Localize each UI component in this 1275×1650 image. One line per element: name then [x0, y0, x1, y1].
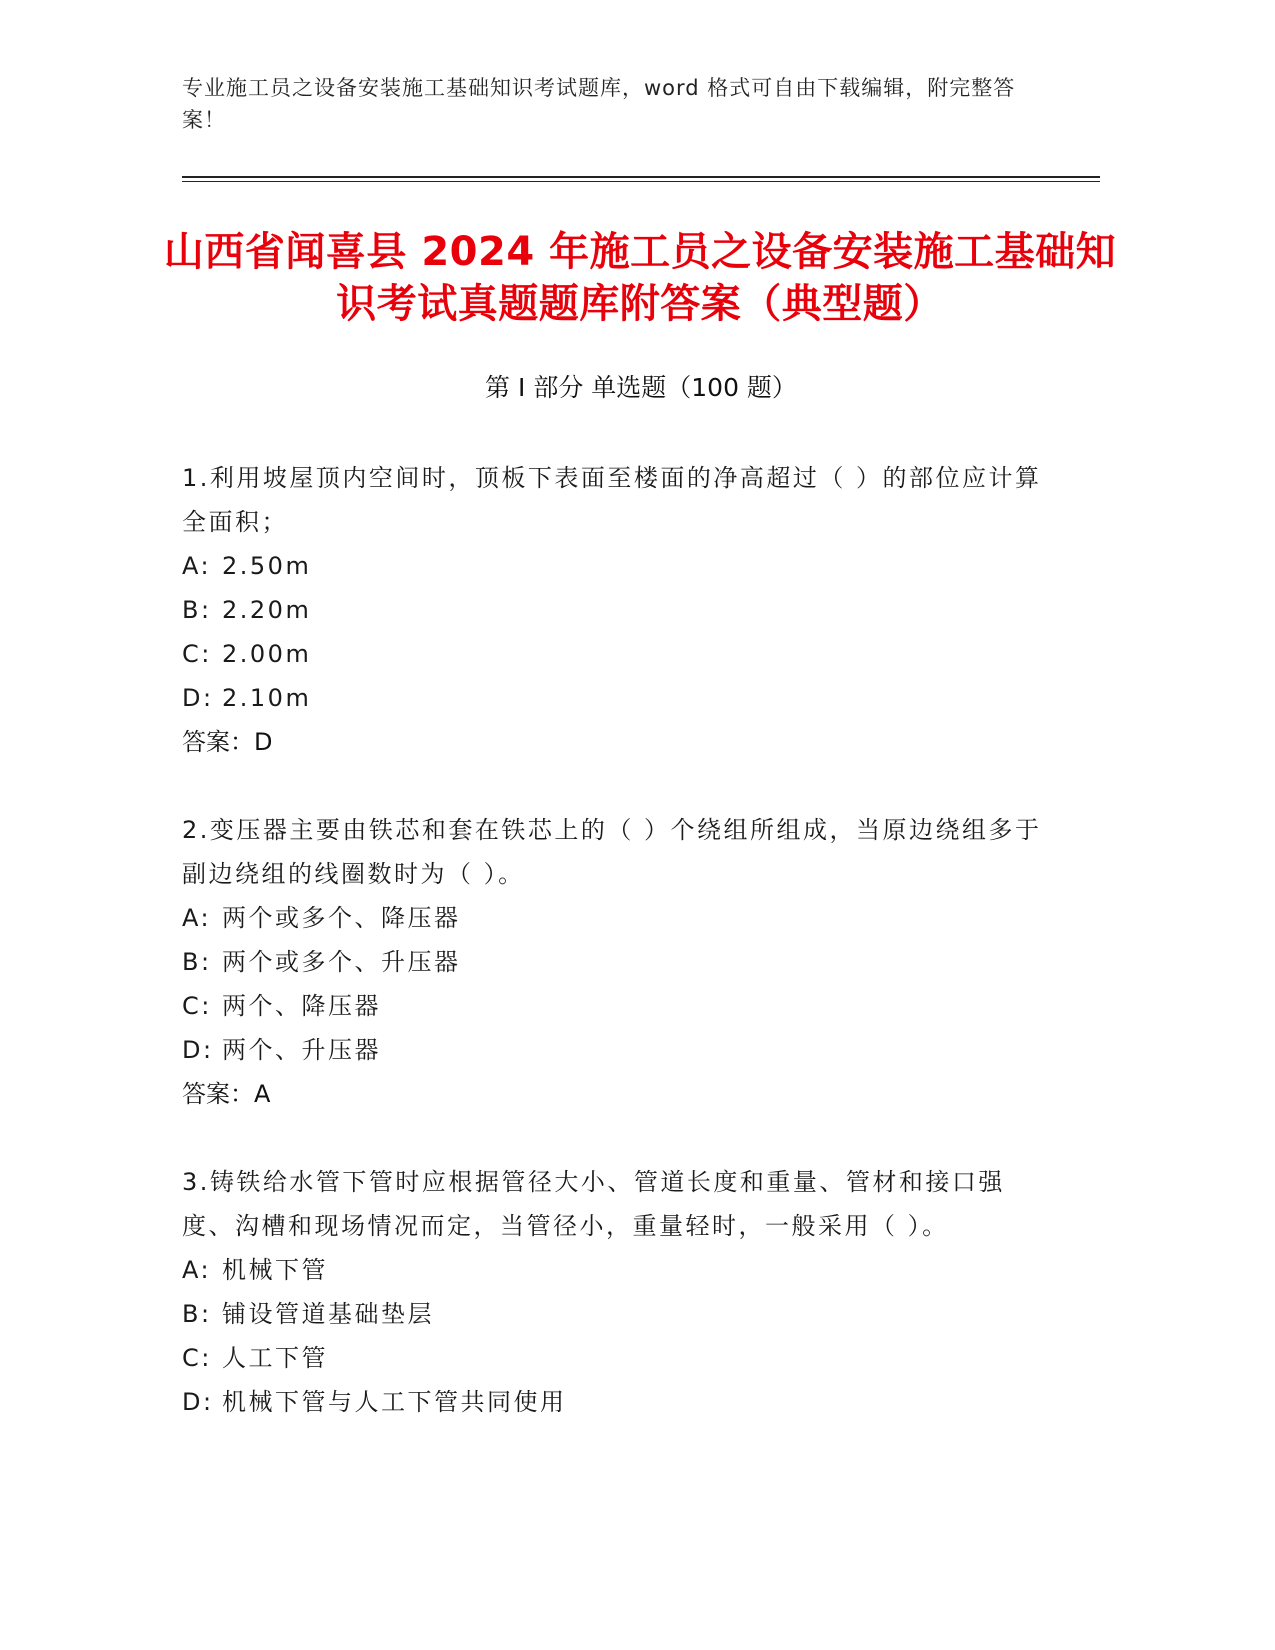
option-key: B:: [182, 596, 212, 624]
option-key: C:: [182, 640, 212, 668]
option-text: 人工下管: [222, 1344, 328, 1372]
question-stem: 2.变压器主要由铁芯和套在铁芯上的（ ）个绕组所组成，当原边绕组多于副边绕组的线圈数时为（ ）。: [182, 816, 1042, 888]
option-b: [182, 1292, 1042, 1336]
option-c: [182, 984, 1042, 1028]
option-text: 铺设管道基础垫层: [222, 1300, 434, 1328]
option-text: 机械下管与人工下管共同使用: [222, 1388, 567, 1416]
option-text: 两个或多个、升压器: [222, 948, 461, 976]
option-text: 2.20m: [222, 596, 312, 624]
answer-line: 答案：A: [182, 1080, 271, 1108]
option-key: A:: [182, 552, 212, 580]
header-rule-thick: [182, 176, 1100, 178]
question-1: [182, 456, 1042, 764]
option-text: 两个、降压器: [222, 992, 381, 1020]
option-text: 两个或多个、降压器: [222, 904, 461, 932]
option-a: [182, 896, 1042, 940]
question-stem: 1.利用坡屋顶内空间时，顶板下表面至楼面的净高超过（ ）的部位应计算全面积；: [182, 464, 1042, 536]
question-list: [182, 456, 1042, 1468]
option-key: D:: [182, 1388, 214, 1416]
option-d: [182, 1028, 1042, 1072]
question-stem: 3.铸铁给水管下管时应根据管径大小、管道长度和重量、管材和接口强度、沟槽和现场情况而定，当管径小，重量轻时，一般采用（ ）。: [182, 1168, 1005, 1240]
option-text: 2.10m: [222, 684, 312, 712]
option-key: A:: [182, 1256, 212, 1284]
option-b: [182, 940, 1042, 984]
option-a: [182, 1248, 1042, 1292]
option-text: 两个、升压器: [222, 1036, 381, 1064]
document-title: 山西省闻喜县 2024 年施工员之设备安装施工基础知识考试真题题库附答案（典型题）: [163, 229, 1117, 327]
option-b: [182, 588, 1042, 632]
option-text: 2.50m: [222, 552, 312, 580]
header-note: 专业施工员之设备安装施工基础知识考试题库，word 格式可自由下载编辑，附完整答案！: [182, 76, 1016, 132]
option-c: [182, 1336, 1042, 1380]
question-2: [182, 808, 1042, 1116]
option-key: C:: [182, 1344, 212, 1372]
option-text: 机械下管: [222, 1256, 328, 1284]
answer-line: 答案：D: [182, 728, 273, 756]
option-key: C:: [182, 992, 212, 1020]
option-key: D:: [182, 684, 214, 712]
option-key: B:: [182, 948, 212, 976]
section-title: 第 I 部分 单选题（100 题）: [485, 373, 797, 402]
header-rule-thin: [182, 181, 1100, 182]
question-3: [182, 1160, 1042, 1424]
option-text: 2.00m: [222, 640, 312, 668]
option-key: D:: [182, 1036, 214, 1064]
option-d: [182, 676, 1042, 720]
option-key: A:: [182, 904, 212, 932]
option-d: [182, 1380, 1042, 1424]
option-c: [182, 632, 1042, 676]
option-key: B:: [182, 1300, 212, 1328]
option-a: [182, 544, 1042, 588]
